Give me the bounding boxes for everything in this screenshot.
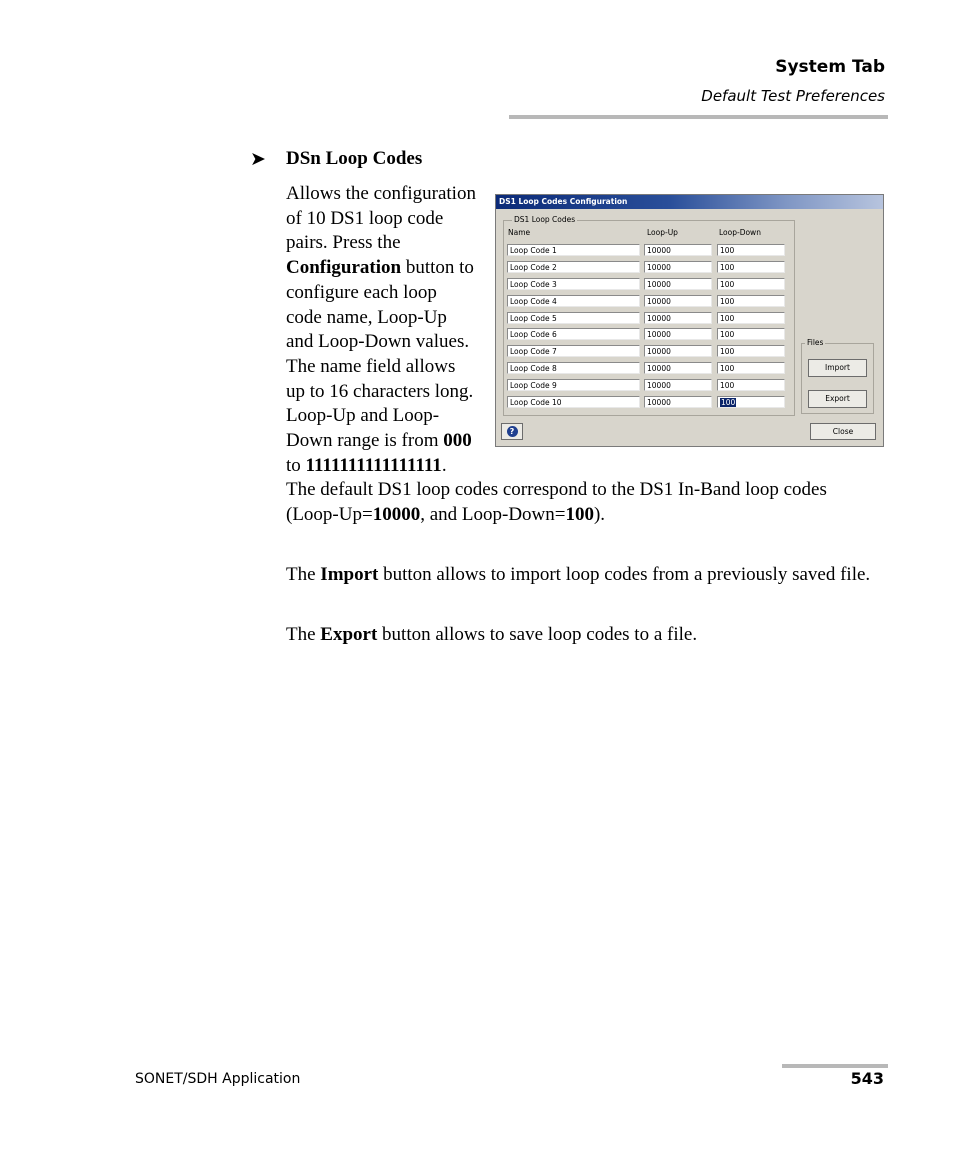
loop-down-field[interactable]: 100 bbox=[717, 379, 785, 391]
files-group-label: Files bbox=[807, 338, 824, 347]
p2-bold-import: Import bbox=[320, 564, 379, 585]
loop-codes-dialog bbox=[495, 194, 884, 447]
p1-bold-configuration: Configuration bbox=[286, 257, 402, 279]
loop-down-field[interactable]: 100 bbox=[717, 312, 785, 324]
header-rule bbox=[509, 115, 888, 119]
loop-up-field[interactable]: 10000 bbox=[644, 244, 712, 256]
loop-down-field[interactable]: 100 bbox=[717, 362, 785, 374]
p1-text-1: Allows the configuration of 10 DS1 loop code pairs. Press the bbox=[286, 183, 476, 254]
column-header-loop-down: Loop-Down bbox=[719, 228, 761, 237]
loop-code-name-field[interactable]: Loop Code 2 bbox=[507, 261, 640, 273]
loop-down-field[interactable]: 100 bbox=[717, 261, 785, 273]
loop-code-name-field[interactable]: Loop Code 3 bbox=[507, 278, 640, 290]
loop-down-field[interactable]: 100 bbox=[717, 295, 785, 307]
selected-text: 100 bbox=[721, 398, 736, 407]
help-button[interactable] bbox=[501, 423, 523, 440]
loop-code-name-field[interactable]: Loop Code 8 bbox=[507, 362, 640, 374]
loop-up-field[interactable]: 10000 bbox=[644, 379, 712, 391]
p1-text-6: ). bbox=[593, 504, 606, 526]
loop-code-name-field[interactable]: Loop Code 7 bbox=[507, 345, 640, 357]
section-title: DSn Loop Codes bbox=[286, 148, 423, 169]
loop-down-field[interactable]: 100 bbox=[717, 244, 785, 256]
loop-up-field[interactable]: 10000 bbox=[644, 362, 712, 374]
loop-up-field[interactable]: 10000 bbox=[644, 295, 712, 307]
p3-text-2: button allows to save loop codes to a file. bbox=[377, 624, 698, 645]
p1-bold-loopup: 10000 bbox=[372, 504, 421, 526]
loop-code-row bbox=[496, 379, 796, 393]
loop-up-field[interactable]: 10000 bbox=[644, 345, 712, 357]
footer-rule bbox=[782, 1064, 888, 1068]
p1-text-5: , and Loop-Down= bbox=[420, 504, 566, 526]
export-button[interactable]: Export bbox=[808, 390, 867, 408]
p3-bold-export: Export bbox=[320, 624, 378, 645]
loop-down-field[interactable]: 100 bbox=[717, 278, 785, 290]
loop-code-name-field[interactable]: Loop Code 4 bbox=[507, 295, 640, 307]
loop-up-field[interactable]: 10000 bbox=[644, 278, 712, 290]
paragraph-export bbox=[286, 623, 884, 648]
loop-code-row bbox=[496, 244, 796, 258]
loop-codes-group-label: DS1 Loop Codes bbox=[514, 215, 576, 224]
loop-code-row bbox=[496, 261, 796, 275]
loop-code-name-field[interactable]: Loop Code 10 bbox=[507, 396, 640, 408]
p1-text-2: button to configure each loop code name, Loop-Up and Loop-Down values. The name field allows up to 16 characters long. Loop-Up and Loop-Down range is from bbox=[286, 257, 474, 452]
dialog-titlebar: DS1 Loop Codes Configuration bbox=[496, 195, 883, 209]
footer-doc-title: SONET/SDH Application bbox=[135, 1071, 301, 1087]
loop-up-field[interactable]: 10000 bbox=[644, 328, 712, 340]
p3-text-1: The bbox=[286, 624, 321, 645]
loop-down-field-selected[interactable] bbox=[717, 396, 785, 408]
p2-text-1: The bbox=[286, 564, 321, 585]
loop-code-row bbox=[496, 345, 796, 359]
loop-code-name-field[interactable]: Loop Code 9 bbox=[507, 379, 640, 391]
p1-bold-min: 000 bbox=[443, 430, 472, 452]
bullet-arrow-icon: ➤ bbox=[250, 148, 266, 170]
loop-code-name-field[interactable]: Loop Code 5 bbox=[507, 312, 640, 324]
import-button[interactable]: Import bbox=[808, 359, 867, 377]
loop-up-field[interactable]: 10000 bbox=[644, 261, 712, 273]
running-header-title: System Tab bbox=[775, 57, 885, 77]
help-icon: ? bbox=[507, 426, 518, 437]
paragraph-import bbox=[286, 563, 884, 588]
loop-code-row bbox=[496, 362, 796, 376]
loop-code-row bbox=[496, 278, 796, 292]
loop-code-row bbox=[496, 328, 796, 342]
p1-bold-loopdown: 100 bbox=[565, 504, 594, 526]
loop-code-row bbox=[496, 295, 796, 309]
loop-down-field[interactable]: 100 bbox=[717, 328, 785, 340]
p1-bold-max: 1111111111111111 bbox=[305, 454, 442, 476]
loop-code-name-field[interactable]: Loop Code 6 bbox=[507, 328, 640, 340]
running-header-subtitle: Default Test Preferences bbox=[701, 87, 885, 105]
loop-up-field[interactable]: 10000 bbox=[644, 396, 712, 408]
p1-text-4: . The default DS1 loop codes correspond to the DS1 In-Band loop codes (Loop-Up= bbox=[286, 454, 827, 526]
loop-code-name-field[interactable]: Loop Code 1 bbox=[507, 244, 640, 256]
loop-up-field[interactable]: 10000 bbox=[644, 312, 712, 324]
loop-code-row bbox=[496, 396, 796, 410]
page-number: 543 bbox=[850, 1069, 884, 1088]
close-button[interactable]: Close bbox=[810, 423, 876, 440]
column-header-name: Name bbox=[508, 228, 531, 237]
loop-down-field[interactable]: 100 bbox=[717, 345, 785, 357]
column-header-loop-up: Loop-Up bbox=[647, 228, 678, 237]
loop-code-row bbox=[496, 312, 796, 326]
p1-text-3: to bbox=[286, 454, 306, 476]
p2-text-2: button allows to import loop codes from a previously saved file. bbox=[378, 564, 871, 585]
